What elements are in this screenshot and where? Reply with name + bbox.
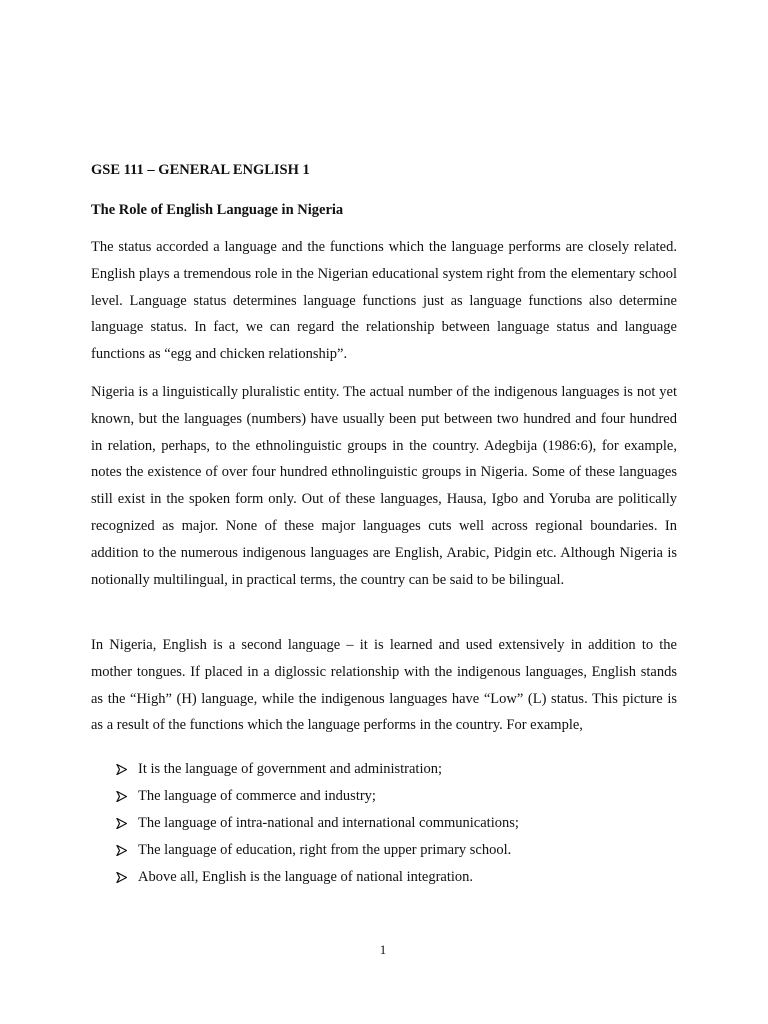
arrowhead-bullet-icon [116, 764, 127, 775]
paragraph: The status accorded a language and the functions which the language performs are closely related. English plays a tremendous role in the Nigerian educational system right from the elementary school level. Language status determines language functions just as language functions also determine language status. In fact, we can regard the relationship between language status and language functions as “egg and chicken relationship”. [91, 239, 677, 363]
list-item-text: It is the language of government and administration; [138, 761, 443, 777]
section-title: The Role of English Language in Nigeria [91, 202, 344, 218]
page-number: 1 [379, 942, 387, 957]
course-title: GSE 111 – GENERAL ENGLISH 1 [91, 162, 310, 178]
list-item-text: The language of commerce and industry; [138, 788, 376, 804]
list-item-text: The language of intra-national and international communications; [138, 815, 519, 831]
list-item [116, 783, 519, 810]
list-item-text: The language of education, right from the upper primary school. [138, 842, 512, 858]
list-item [116, 756, 519, 783]
list-item [116, 837, 519, 864]
arrowhead-bullet-icon [116, 872, 127, 883]
paragraph: Nigeria is a linguistically pluralistic entity. The actual number of the indigenous languages is not yet known, but the languages (numbers) have usually been put between two hundred and four hundred in relation, perhaps, to the ethnolinguistic groups in the country. Adegbija (1986:6), for example, notes the existence of over four hundred ethnolinguistic groups in Nigeria. Some of these languages still exist in the spoken form only. Out of these languages, Hausa, Igbo and Yoruba are politically recognized as major. None of these major languages cuts well across regional boundaries. In addition to the numerous indigenous languages are English, Arabic, Pidgin etc. Although Nigeria is notionally multilingual, in practical terms, the country can be said to be bilingual. [91, 384, 677, 588]
arrowhead-bullet-icon [116, 791, 127, 802]
bullet-list [116, 756, 519, 891]
paragraph: In Nigeria, English is a second language – it is learned and used extensively in addition to the mother tongues. If placed in a diglossic relationship with the indigenous languages, English stands as the “High” (H) language, while the indigenous languages have “Low” (L) status. This picture is as a result of the functions which the language performs in the country. For example, [91, 637, 677, 734]
list-item [116, 810, 519, 837]
arrowhead-bullet-icon [116, 845, 127, 856]
arrowhead-bullet-icon [116, 818, 127, 829]
list-item [116, 864, 519, 891]
list-item-text: Above all, English is the language of national integration. [138, 869, 474, 885]
